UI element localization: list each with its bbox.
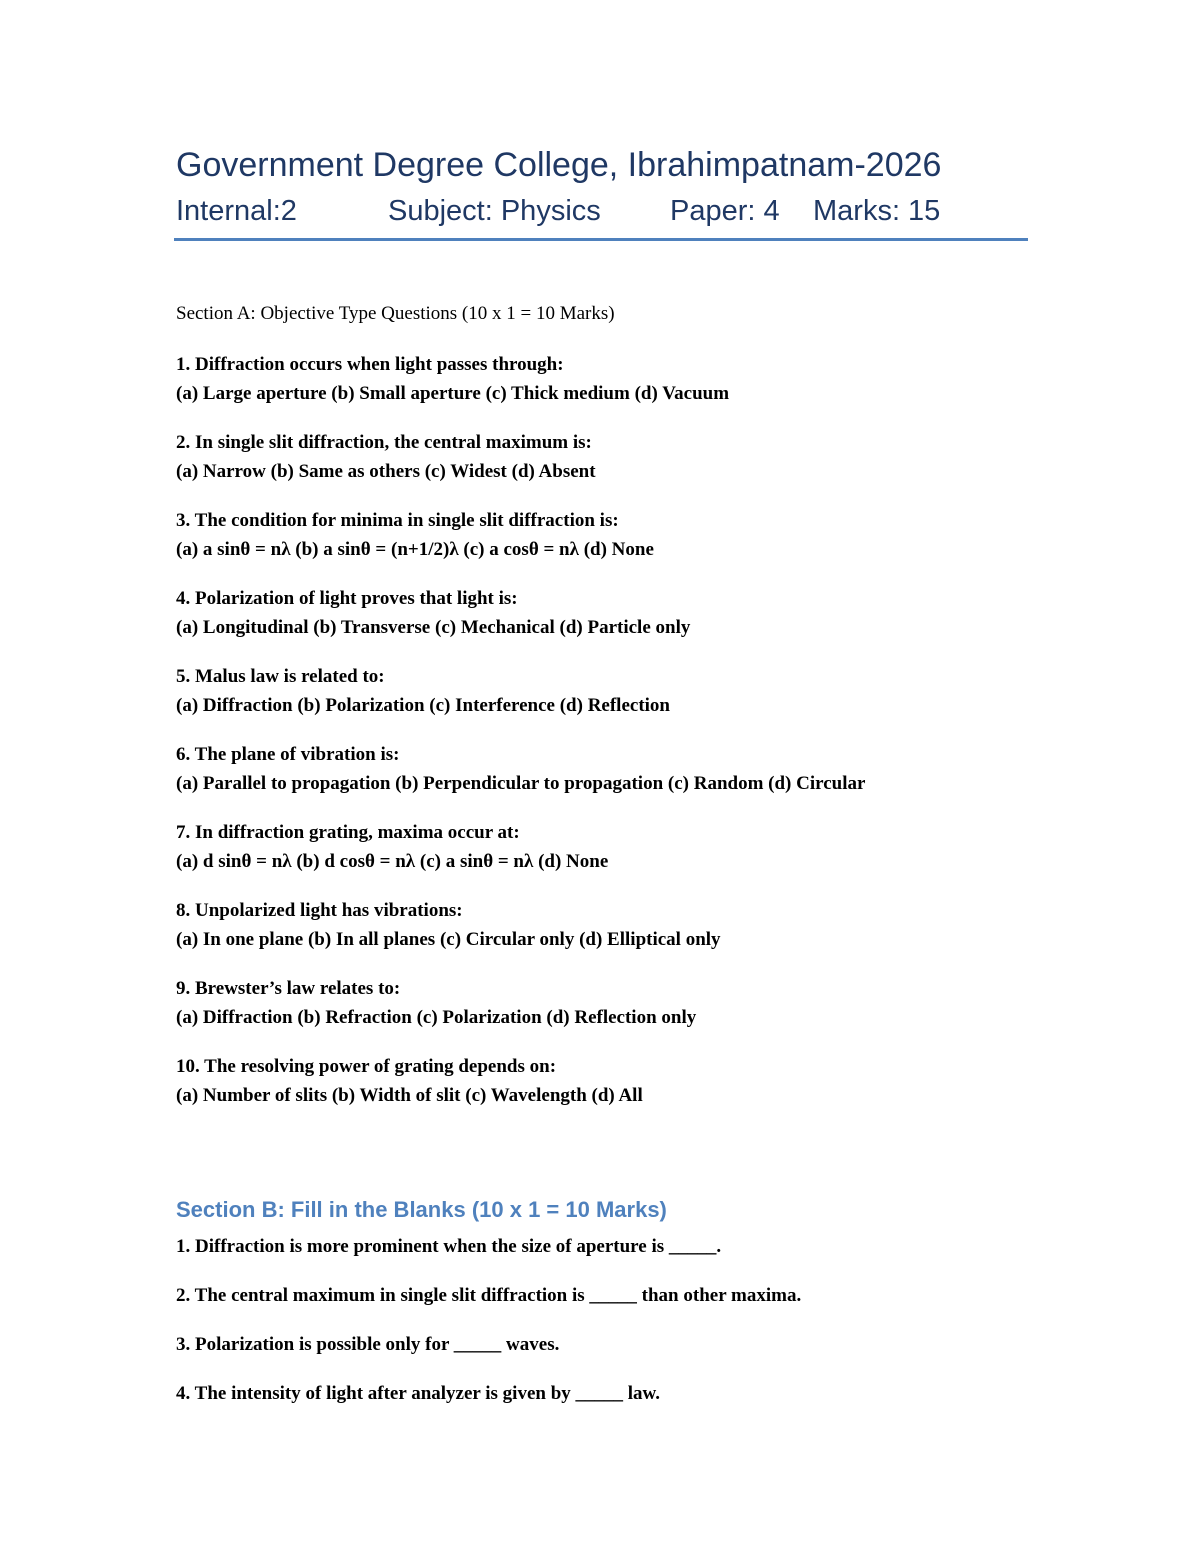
question-options: (a) In one plane (b) In all planes (c) Circular only (d) Elliptical only [176, 929, 721, 950]
section-b-heading: Section B: Fill in the Blanks (10 x 1 = 10 Marks) [176, 1197, 667, 1222]
question-text: 3. The condition for minima in single slit diffraction is: [176, 510, 619, 531]
question-text: 5. Malus law is related to: [176, 666, 385, 687]
question [176, 662, 1056, 720]
question-text: 1. Diffraction occurs when light passes through: [176, 354, 564, 375]
internal-label: Internal:2 [176, 195, 297, 227]
question-text: 4. Polarization of light proves that light is: [176, 588, 518, 609]
question-text: 7. In diffraction grating, maxima occur at: [176, 822, 520, 843]
marks-label: Marks: 15 [813, 195, 941, 227]
fill-blank-item: 4. The intensity of light after analyzer is given by _____ law. [176, 1383, 660, 1404]
fill-blank-item: 1. Diffraction is more prominent when the size of aperture is _____. [176, 1236, 722, 1257]
fill-blank-item: 3. Polarization is possible only for _____ waves. [176, 1334, 560, 1355]
question-options: (a) Diffraction (b) Refraction (c) Polarization (d) Reflection only [176, 1007, 697, 1028]
question-options: (a) Number of slits (b) Width of slit (c) Wavelength (d) All [176, 1085, 643, 1106]
question [176, 584, 1056, 642]
section-a-heading: Section A: Objective Type Questions (10 x 1 = 10 Marks) [176, 303, 615, 324]
question [176, 350, 1056, 408]
question-options: (a) d sinθ = nλ (b) d cosθ = nλ (c) a sinθ = nλ (d) None [176, 851, 609, 872]
fill-blank-item: 2. The central maximum in single slit diffraction is _____ than other maxima. [176, 1285, 802, 1306]
question-options: (a) Large aperture (b) Small aperture (c) Thick medium (d) Vacuum [176, 383, 730, 404]
question [176, 506, 1056, 564]
question [176, 1052, 1056, 1110]
section-b-items [176, 1232, 1056, 1428]
question-text: 6. The plane of vibration is: [176, 744, 400, 765]
question-options: (a) Narrow (b) Same as others (c) Widest (d) Absent [176, 461, 596, 482]
question-text: 2. In single slit diffraction, the central maximum is: [176, 432, 592, 453]
question [176, 428, 1056, 486]
question-options: (a) Diffraction (b) Polarization (c) Interference (d) Reflection [176, 695, 670, 716]
exam-info-line [176, 188, 1028, 234]
college-title: Government Degree College, Ibrahimpatnam-2026 [176, 146, 942, 184]
subject-label: Subject: Physics [388, 195, 601, 227]
header [176, 142, 1028, 234]
section-a-questions [176, 350, 1056, 1130]
question [176, 818, 1056, 876]
question-options: (a) Parallel to propagation (b) Perpendicular to propagation (c) Random (d) Circular [176, 773, 866, 794]
question [176, 896, 1056, 954]
question [176, 740, 1056, 798]
question-text: 10. The resolving power of grating depends on: [176, 1056, 557, 1077]
question-text: 9. Brewster’s law relates to: [176, 978, 401, 999]
question [176, 974, 1056, 1032]
paper-label: Paper: 4 [670, 195, 780, 227]
header-divider [174, 238, 1028, 241]
question-options: (a) a sinθ = nλ (b) a sinθ = (n+1/2)λ (c) a cosθ = nλ (d) None [176, 539, 654, 560]
question-text: 8. Unpolarized light has vibrations: [176, 900, 463, 921]
question-options: (a) Longitudinal (b) Transverse (c) Mechanical (d) Particle only [176, 617, 691, 638]
